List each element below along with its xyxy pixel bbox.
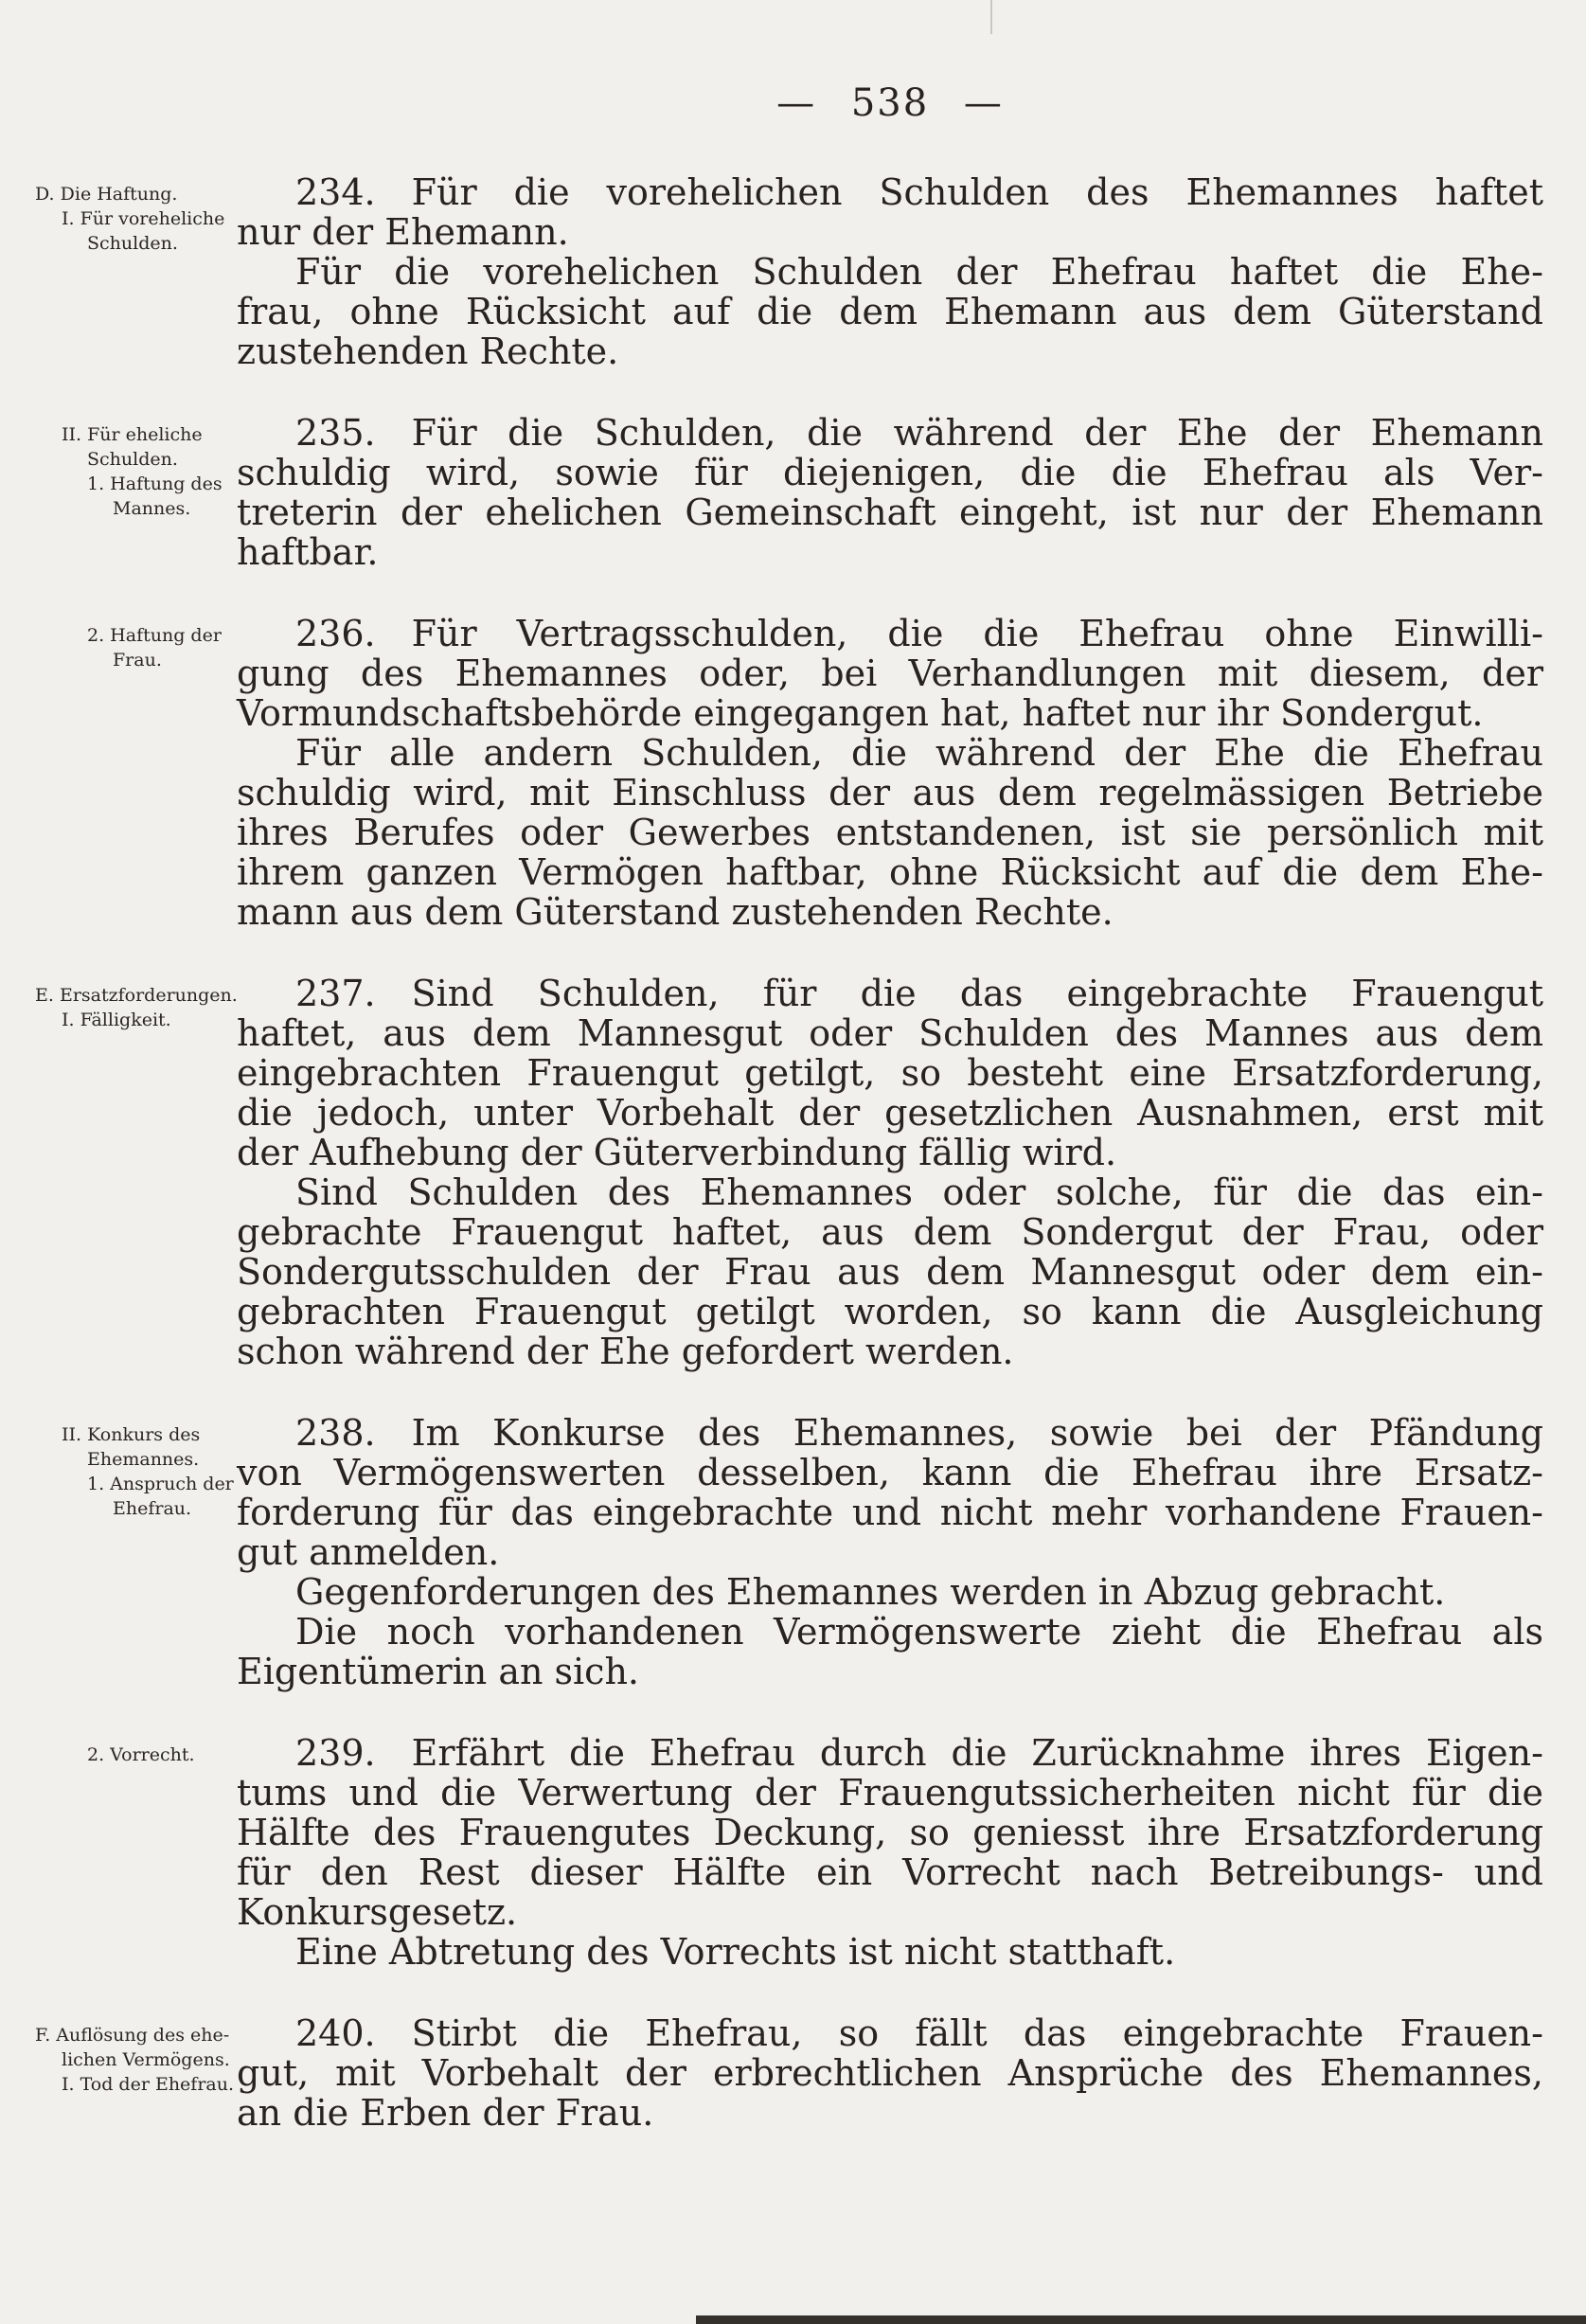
paragraph [237, 1612, 1543, 1691]
text-line: Die noch vorhandenen Vermögenswerte zieht die Ehefrau als [295, 1611, 1543, 1653]
text-line: mann aus dem Güterstand zustehenden Rechte. [237, 891, 1114, 933]
article-text [237, 974, 1543, 1371]
article-row [33, 1733, 1543, 1972]
text-line: Für die vorehelichen Schulden der Ehefrau haftet die Ehe- [295, 251, 1543, 293]
paragraph [237, 413, 1543, 572]
sidenote-line: I. Für voreheliche [62, 208, 225, 229]
articles [33, 172, 1543, 2133]
text-line: Sondergutsschulden der Frau aus dem Mannesgut oder dem ein- [237, 1251, 1543, 1293]
text-line: gebrachten Frauengut getilgt worden, so kann die Ausgleichung [237, 1291, 1543, 1332]
article-text [237, 1413, 1543, 1691]
margin-sidenote [33, 614, 237, 932]
sidenote-line: F. Auflösung des ehe- [35, 2025, 230, 2046]
article-row [33, 974, 1543, 1371]
text-line: frau, ohne Rücksicht auf die dem Ehemann aus dem Güterstand [237, 291, 1543, 332]
sidenote-line: D. Die Haftung. [35, 184, 178, 205]
sidenote-line: Schulden. [87, 233, 178, 254]
article-row [33, 1413, 1543, 1691]
margin-sidenote [33, 1413, 237, 1691]
text-line: zustehenden Rechte. [237, 331, 619, 372]
text-line: 235. Für die Schulden, die während der Ehe der Ehemann [295, 412, 1543, 454]
article-row [33, 2013, 1543, 2133]
text-line: haftbar. [237, 531, 379, 573]
text-line: 239. Erfährt die Ehefrau durch die Zurücknahme ihres Eigen- [295, 1732, 1543, 1774]
text-line: 238. Im Konkurse des Ehemannes, sowie bei der Pfändung [295, 1412, 1543, 1454]
text-line: von Vermögenswerten desselben, kann die Ehefrau ihre Ersatz- [237, 1452, 1543, 1493]
sidenote-line: 1. Haftung des [87, 474, 223, 494]
sidenote-line: Ehefrau. [113, 1498, 192, 1519]
paragraph [237, 974, 1543, 1172]
sidenote-line: 1. Anspruch der [87, 1474, 234, 1494]
scan-artifact-bar [696, 2315, 1586, 2324]
article-row [33, 172, 1543, 371]
margin-sidenote [33, 974, 237, 1371]
text-line: gut anmelden. [237, 1531, 500, 1573]
text-line: ihrem ganzen Vermögen haftbar, ohne Rücksicht auf die dem Ehe- [237, 851, 1543, 893]
sidenote-line: II. Für eheliche [62, 424, 203, 445]
sidenote-line: E. Ersatzforderungen. [35, 985, 238, 1006]
paragraph [237, 2013, 1543, 2133]
sidenote-line: Mannes. [113, 498, 191, 519]
paragraph [237, 1733, 1543, 1932]
paragraph [237, 172, 1543, 252]
text-line: gung des Ehemannes oder, bei Verhandlungen mit diesem, der [237, 653, 1543, 694]
sidenote-line: I. Tod der Ehefrau. [62, 2074, 235, 2095]
sidenote-line: lichen Vermögens. [62, 2049, 230, 2070]
text-line: 240. Stirbt die Ehefrau, so fällt das eingebrachte Frauen- [295, 2012, 1543, 2054]
paragraph [237, 1172, 1543, 1371]
article-text [237, 413, 1543, 572]
text-line: Sind Schulden des Ehemannes oder solche, für die das ein- [295, 1171, 1543, 1213]
article-row [33, 413, 1543, 572]
paragraph [237, 1932, 1543, 1972]
paragraph [237, 252, 1543, 371]
article-text [237, 1733, 1543, 1972]
text-line: haftet, aus dem Mannesgut oder Schulden des Mannes aus dem [237, 1012, 1543, 1054]
margin-sidenote [33, 172, 237, 371]
margin-sidenote [33, 413, 237, 572]
article-row [33, 614, 1543, 932]
paragraph [237, 1413, 1543, 1572]
text-line: 234. Für die vorehelichen Schulden des Ehemannes haftet [295, 171, 1543, 213]
sidenote-line: Ehemannes. [87, 1449, 200, 1470]
text-line: tums und die Verwertung der Frauengutssicherheiten nicht für die [237, 1772, 1543, 1814]
sidenote-line: II. Konkurs des [62, 1424, 201, 1445]
text-line: an die Erben der Frau. [237, 2092, 654, 2134]
text-line: die jedoch, unter Vorbehalt der gesetzlichen Ausnahmen, erst mit [237, 1092, 1543, 1134]
sidenote-line: I. Fälligkeit. [62, 1010, 171, 1030]
article-text [237, 172, 1543, 371]
text-line: 237. Sind Schulden, für die das eingebrachte Frauengut [295, 973, 1543, 1014]
text-line: nur der Ehemann. [237, 211, 569, 253]
text-line: 236. Für Vertragsschulden, die die Ehefrau ohne Einwilli- [295, 613, 1543, 654]
text-line: Vormundschaftsbehörde eingegangen hat, haftet nur ihr Sondergut. [237, 692, 1484, 734]
text-line: Hälfte des Frauengutes Deckung, so geniesst ihre Ersatzforderung [237, 1812, 1543, 1853]
text-line: treterin der ehelichen Gemeinschaft eingeht, ist nur der Ehemann [237, 492, 1543, 533]
margin-sidenote [33, 1733, 237, 1972]
sidenote-line: 2. Haftung der [87, 625, 222, 646]
article-text [237, 2013, 1543, 2133]
paragraph [237, 614, 1543, 733]
text-line: Konkursgesetz. [237, 1891, 518, 1933]
paragraph [237, 733, 1543, 932]
text-line: der Aufhebung der Güterverbindung fällig wird. [237, 1132, 1117, 1173]
text-line: schuldig wird, mit Einschluss der aus dem regelmässigen Betriebe [237, 772, 1543, 813]
text-line: schon während der Ehe gefordert werden. [237, 1331, 1014, 1372]
sidenote-line: 2. Vorrecht. [87, 1744, 195, 1765]
paragraph [237, 1572, 1543, 1612]
text-line: Eine Abtretung des Vorrechts ist nicht statthaft. [295, 1931, 1176, 1973]
sidenote-line: Frau. [113, 650, 162, 670]
text-line: ihres Berufes oder Gewerbes entstandenen, ist sie persönlich mit [237, 812, 1543, 853]
text-line: schuldig wird, sowie für diejenigen, die die Ehefrau als Ver- [237, 452, 1543, 493]
text-line: eingebrachten Frauengut getilgt, so besteht eine Ersatzforderung, [237, 1052, 1543, 1094]
margin-sidenote [33, 2013, 237, 2133]
text-line: Für alle andern Schulden, die während der Ehe die Ehefrau [295, 732, 1543, 774]
text-line: Eigentümerin an sich. [237, 1651, 640, 1692]
text-line: für den Rest dieser Hälfte ein Vorrecht nach Betreibungs- und [237, 1851, 1543, 1893]
text-line: gut, mit Vorbehalt der erbrechtlichen Ansprüche des Ehemannes, [237, 2052, 1543, 2094]
page-number: — 538 — [776, 81, 1004, 125]
text-line: forderung für das eingebrachte und nicht mehr vorhandene Frauen- [237, 1492, 1543, 1533]
text-line: Gegenforderungen des Ehemannes werden in Abzug gebracht. [295, 1571, 1446, 1613]
text-line: gebrachte Frauengut haftet, aus dem Sondergut der Frau, oder [237, 1211, 1543, 1253]
article-text [237, 614, 1543, 932]
scan-mark [990, 0, 992, 34]
sidenote-line: Schulden. [87, 449, 178, 470]
